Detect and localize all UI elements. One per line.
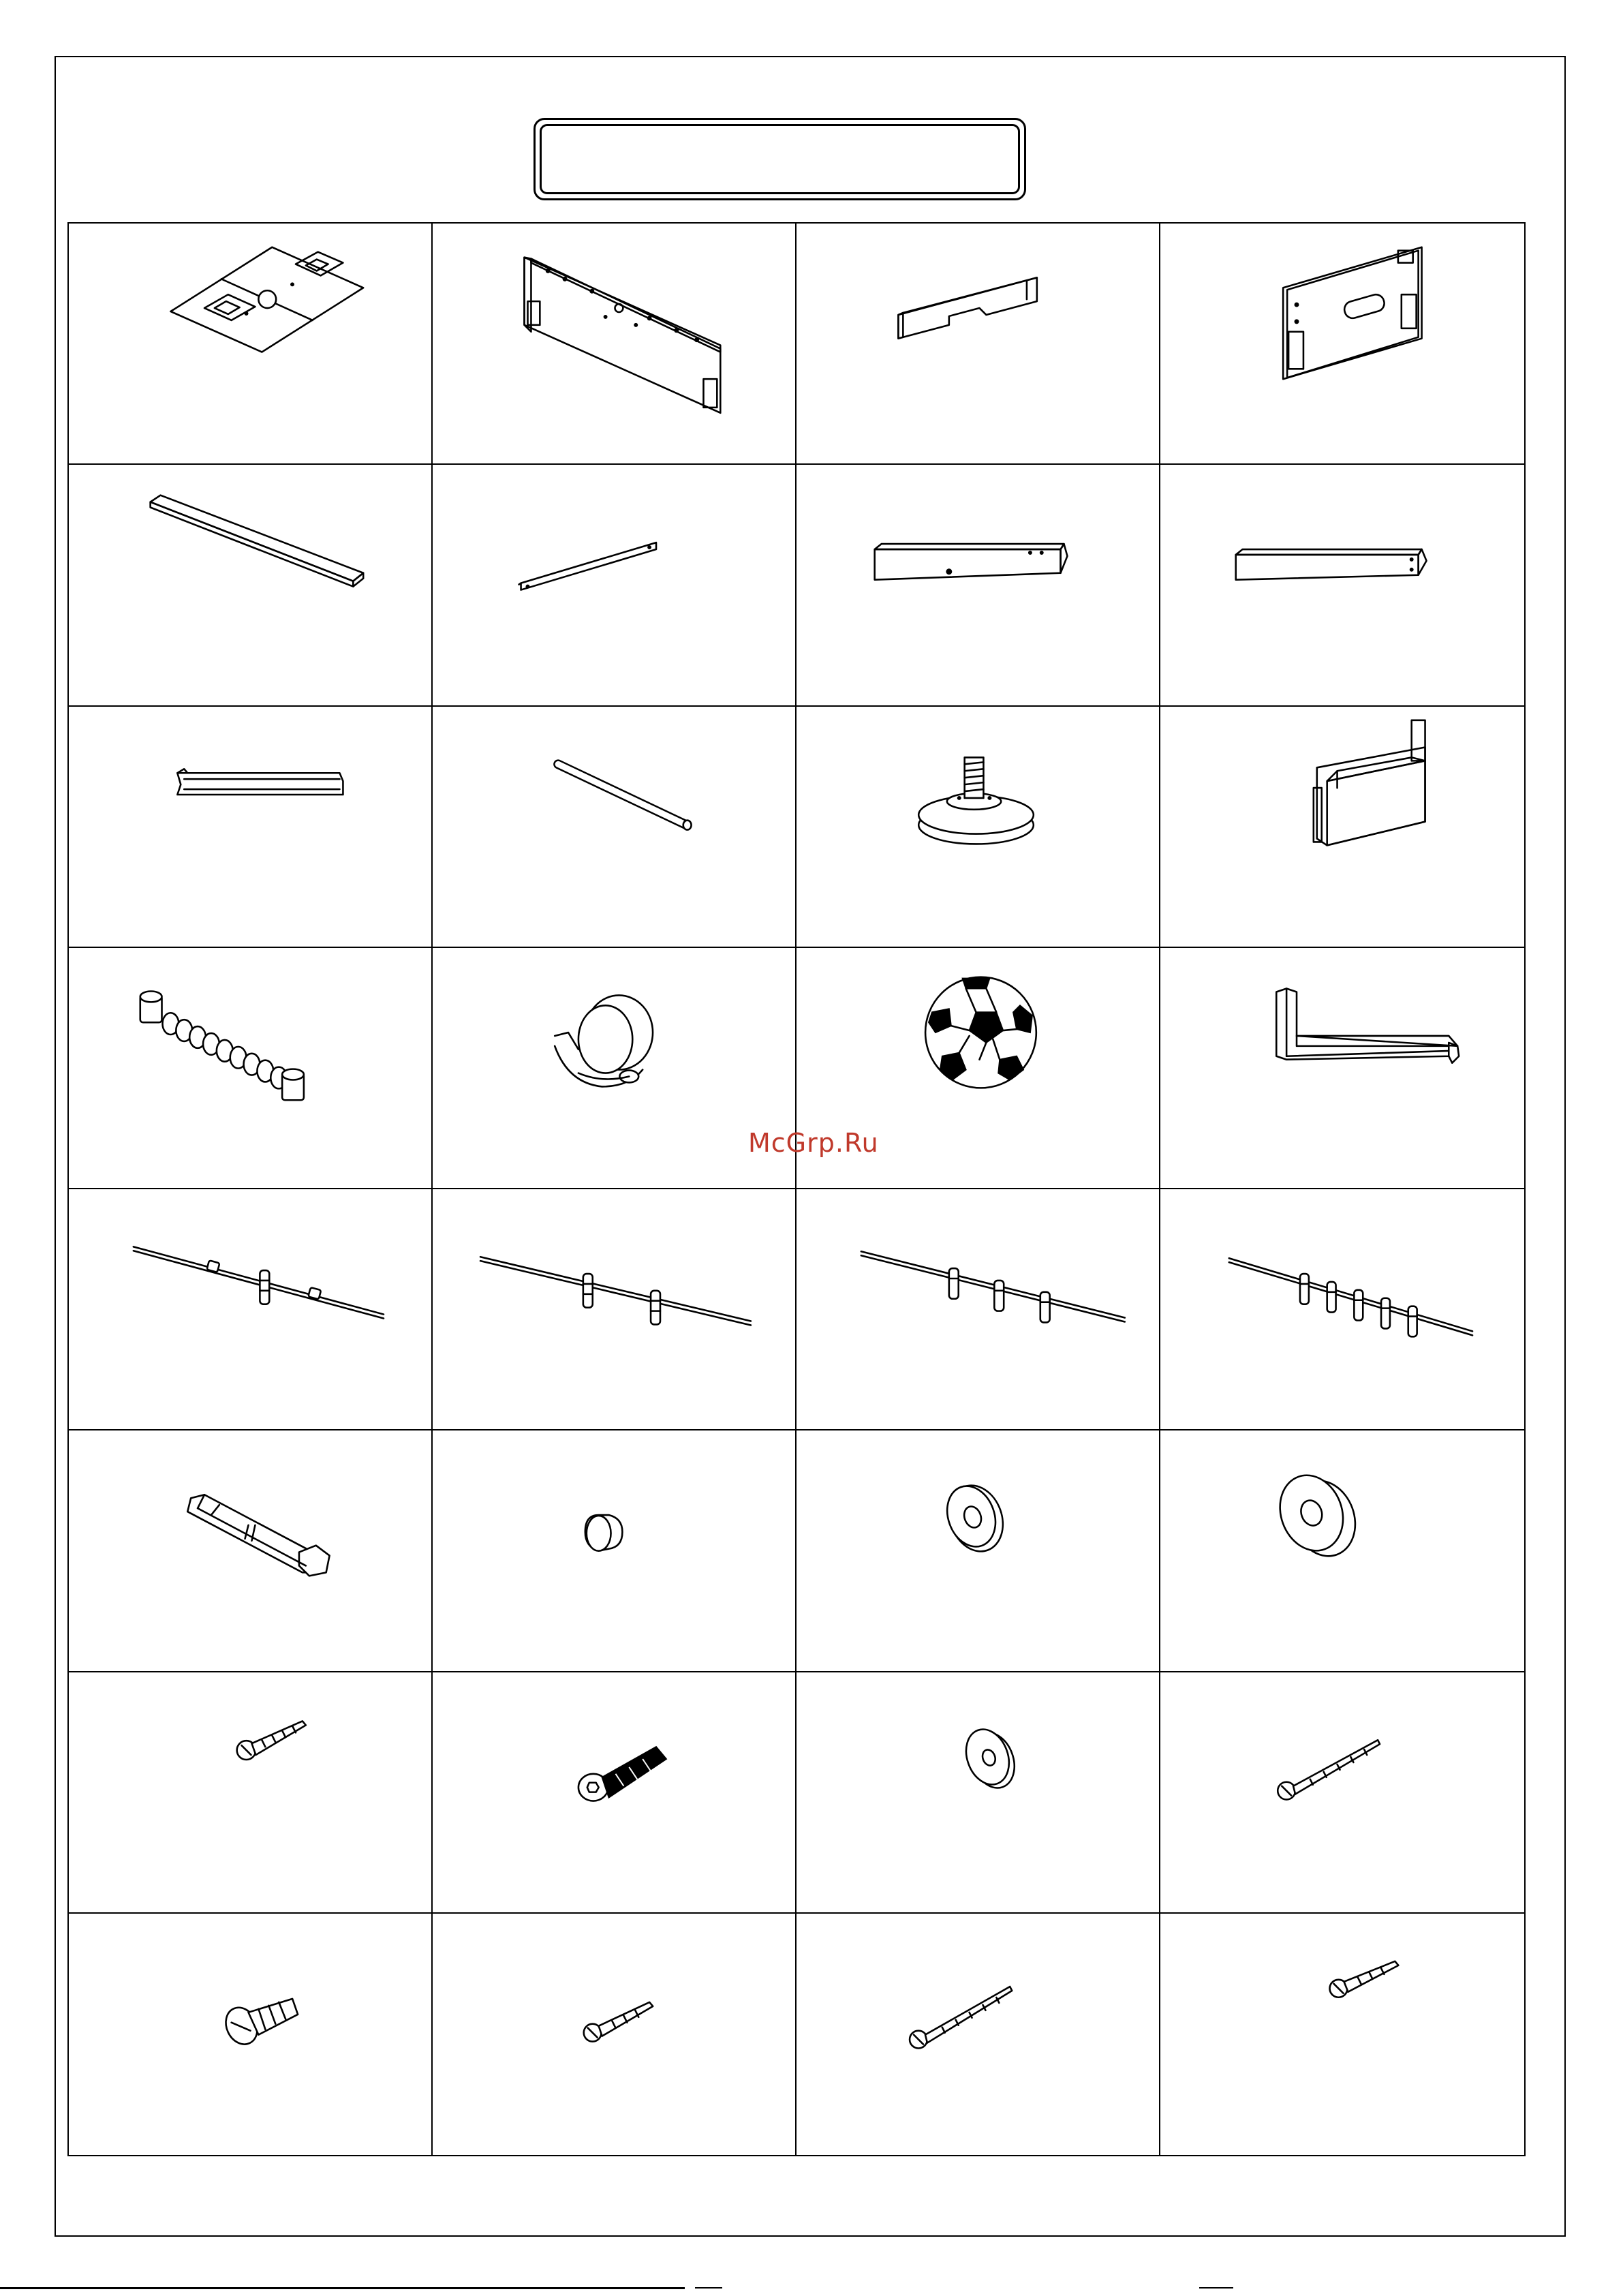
part-cell bbox=[69, 1914, 433, 2155]
end-panel-icon bbox=[1160, 224, 1524, 463]
goal-panel-icon bbox=[797, 224, 1159, 463]
part-cell bbox=[433, 707, 797, 948]
part-cell bbox=[797, 707, 1160, 948]
part-cell bbox=[433, 465, 797, 706]
bead-counter-icon bbox=[69, 948, 431, 1188]
short-screw-icon bbox=[1160, 1914, 1524, 2155]
part-cell bbox=[433, 1914, 797, 2155]
part-cell bbox=[797, 1430, 1160, 1672]
allen-key-icon bbox=[1160, 948, 1524, 1188]
small-washer-icon bbox=[797, 1672, 1159, 1912]
ball-entry-cup-icon bbox=[433, 948, 795, 1188]
part-cell bbox=[1160, 707, 1524, 948]
ball-return-box-icon bbox=[1160, 707, 1524, 947]
part-cell bbox=[1160, 1914, 1524, 2155]
bottom-rule-right bbox=[1199, 2287, 1233, 2289]
square-tube-icon bbox=[1160, 465, 1524, 705]
long-screw-icon bbox=[797, 1914, 1159, 2155]
side-panel-icon bbox=[433, 224, 795, 463]
long-screw-icon bbox=[1160, 1672, 1524, 1912]
part-cell bbox=[69, 1672, 433, 1914]
end-cap-icon bbox=[433, 1430, 795, 1670]
part-cell bbox=[69, 224, 433, 465]
part-cell bbox=[1160, 465, 1524, 706]
round-dowel-icon bbox=[433, 707, 795, 947]
round-head-screw-icon bbox=[69, 1914, 431, 2155]
part-cell bbox=[433, 224, 797, 465]
bumper-ring-icon bbox=[1160, 1430, 1524, 1670]
short-screw-icon bbox=[69, 1672, 431, 1912]
part-cell bbox=[1160, 1430, 1524, 1672]
socket-bolt-icon bbox=[433, 1672, 795, 1912]
part-cell bbox=[1160, 1672, 1524, 1914]
bottom-rule-left bbox=[0, 2287, 685, 2289]
part-cell bbox=[433, 1672, 797, 1914]
support-bar-icon bbox=[433, 465, 795, 705]
part-cell bbox=[1160, 1189, 1524, 1430]
watermark: McGrp.Ru bbox=[748, 1128, 879, 1158]
rod-1-player-icon bbox=[69, 1189, 431, 1429]
rod-3-players-icon bbox=[797, 1189, 1159, 1429]
part-cell bbox=[433, 1430, 797, 1672]
title-box bbox=[534, 118, 1026, 200]
washer-icon bbox=[797, 1430, 1159, 1670]
part-cell bbox=[69, 707, 433, 948]
leveler-foot-icon bbox=[797, 707, 1159, 947]
handle-grip-icon bbox=[69, 1430, 431, 1670]
part-cell bbox=[433, 948, 797, 1189]
playfield-icon bbox=[69, 224, 431, 463]
part-cell bbox=[797, 224, 1160, 465]
long-board-icon bbox=[69, 465, 431, 705]
part-cell bbox=[797, 1189, 1160, 1430]
channel-bar-icon bbox=[69, 707, 431, 947]
square-tube-icon bbox=[797, 465, 1159, 705]
part-cell bbox=[797, 1672, 1160, 1914]
rod-5-players-icon bbox=[1160, 1189, 1524, 1429]
part-cell bbox=[1160, 224, 1524, 465]
bottom-rule-mark bbox=[695, 2287, 722, 2289]
part-cell bbox=[797, 465, 1160, 706]
parts-grid bbox=[67, 222, 1526, 2156]
part-cell bbox=[69, 948, 433, 1189]
part-cell bbox=[797, 1914, 1160, 2155]
part-cell bbox=[69, 465, 433, 706]
part-cell bbox=[69, 1189, 433, 1430]
rod-2-players-icon bbox=[433, 1189, 795, 1429]
part-cell bbox=[433, 1189, 797, 1430]
part-cell bbox=[1160, 948, 1524, 1189]
short-screw-icon bbox=[433, 1914, 795, 2155]
part-cell bbox=[69, 1430, 433, 1672]
